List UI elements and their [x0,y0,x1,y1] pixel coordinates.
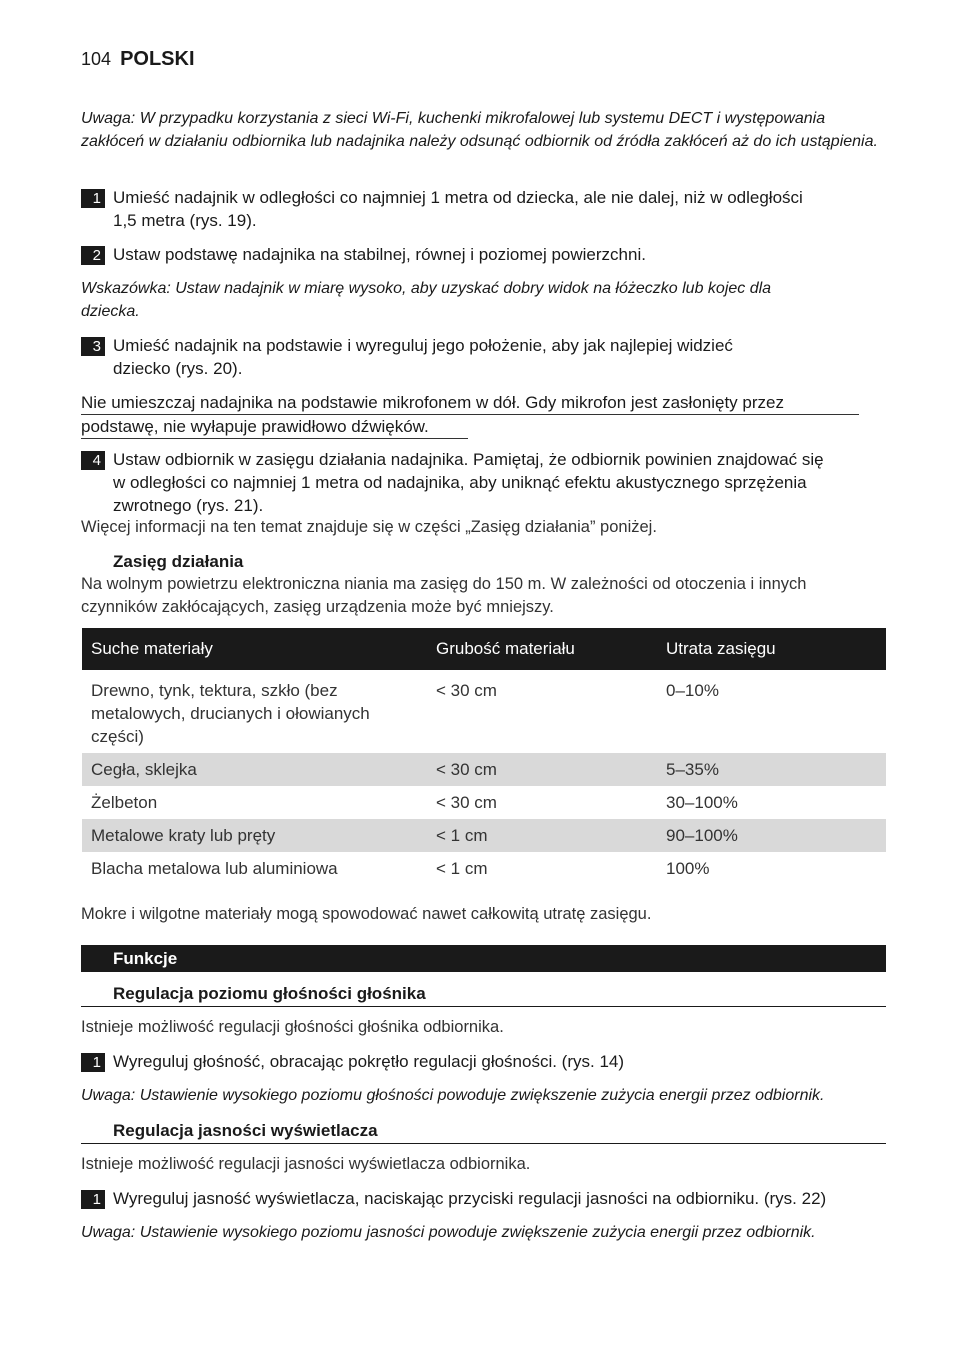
step-number: 2 [81,246,105,265]
volume-note: Uwaga: Ustawienie wysokiego poziomu głośności powoduje zwiększenie zużycia energii przez odbiornik. [81,1087,825,1104]
step-text-line: Umieść nadajnik na podstawie i wyreguluj jego położenie, aby jak najlepiej widzieć [113,336,733,355]
brightness-note: Uwaga: Ustawienie wysokiego poziomu jasności powoduje zwiększenie zużycia energii przez odbiornik. [81,1224,816,1241]
step-number: 1 [81,1053,105,1072]
table-row [82,819,886,852]
tip-line: Wskazówka: Ustaw nadajnik w miarę wysoko, aby uzyskać dobry widok na łóżeczko lub kojec dla [81,280,772,297]
step-text: Wyreguluj jasność wyświetlacza, naciskając przyciski regulacji jasności na odbiorniku. (rys. 22) [113,1189,827,1208]
brightness-intro: Istnieje możliwość regulacji jasności wyświetlacza odbiornika. [81,1155,531,1173]
range-intro [81,573,886,619]
step-text-line: Ustaw odbiornik w zasięgu działania nadajnika. Pamiętaj, że odbiornik powinien znajdować się [113,450,824,469]
warning-line: Nie umieszczaj nadajnika na podstawie mikrofonem w dół. Gdy mikrofon jest zasłonięty przez [81,391,859,415]
table-cell: < 30 cm [436,681,497,700]
subheading-volume: Regulacja poziomu głośności głośnika [81,982,886,1007]
step-text: Ustaw podstawę nadajnika na stabilnej, równej i poziomej powierzchni. [113,245,646,264]
table-header-row [82,628,886,670]
page-number: 104 [81,49,112,69]
column-header: Utrata zasięgu [657,628,886,670]
wet-materials-note: Mokre i wilgotne materiały mogą spowodować nawet całkowitą utratę zasięgu. [81,905,652,923]
table-row [82,753,886,786]
subheading-brightness: Regulacja jasności wyświetlacza [81,1119,886,1144]
table-cell: Cegła, sklejka [82,753,427,786]
table-cell: < 1 cm [427,819,657,852]
table-cell: Drewno, tynk, tektura, szkło (bez metalowych, drucianych i ołowianych części) [91,681,370,746]
range-table [82,628,886,885]
step-number: 3 [81,337,105,356]
table-row [82,786,886,819]
volume-intro: Istnieje możliwość regulacji głośności głośnika odbiornika. [81,1018,504,1036]
column-header: Grubość materiału [427,628,657,670]
range-intro-line: czynników zakłócających, zasięg urządzenia może być mniejszy. [81,598,554,616]
table-cell: < 1 cm [436,859,488,878]
tip-note [81,277,886,323]
table-row [82,852,886,885]
step-text [113,334,893,380]
step-text-line: dziecko (rys. 20). [113,359,243,378]
step-number: 4 [81,451,105,470]
range-heading: Zasięg działania [113,552,244,571]
range-intro-line: Na wolnym powietrzu elektroniczna niania ma zasięg do 150 m. W zależności od otoczenia i innych [81,575,807,593]
table-cell: < 30 cm [427,753,657,786]
table-cell: 90–100% [657,819,886,852]
table-cell: 5–35% [657,753,886,786]
table-cell: 100% [666,859,710,878]
column-header: Suche materiały [82,628,427,670]
table-cell: 30–100% [666,793,738,812]
step-text-line: 1,5 metra (rys. 19). [113,211,257,230]
note-wifi: Uwaga: W przypadku korzystania z sieci Wi-Fi, kuchenki mikrofalowej lub systemu DECT i występowania zakłóceń w działaniu odbiornika lub nadajnika należy odsunąć odbiornik od źródła zakłóceń aż do ich ustąpienia. [81,110,878,150]
step-text-line: zwrotnego (rys. 21). [113,496,264,515]
more-info-text: Więcej informacji na ten temat znajduje się w części „Zasięg działania” poniżej. [81,518,657,536]
table-cell: 0–10% [666,681,719,700]
language-title: POLSKI [120,48,195,70]
table-cell: Blacha metalowa lub aluminiowa [91,859,338,878]
warning-line: podstawę, nie wyłapuje prawidłowo dźwięków. [81,415,468,439]
step-text: Wyreguluj głośność, obracając pokrętło regulacji głośności. (rys. 14) [113,1052,625,1071]
tip-line: dziecka. [81,303,140,320]
table-row [82,670,886,753]
step-text [113,186,893,232]
table-cell: Metalowe kraty lub pręty [82,819,427,852]
warning-note [81,391,886,439]
section-bar-functions: Funkcje [81,945,886,972]
step-number: 1 [81,189,105,208]
range-table-wrapper [82,628,886,885]
step-text-line: w odległości co najmniej 1 metra od nadajnika, aby uniknąć efektu akustycznego sprzężenia [113,473,807,492]
table-cell: < 30 cm [436,793,497,812]
table-cell: Żelbeton [91,793,158,812]
step-text [113,448,893,517]
step-text-line: Umieść nadajnik w odległości co najmniej 1 metra od dziecka, ale nie dalej, niż w odległości [113,188,803,207]
page-header [81,48,195,71]
step-number: 1 [81,1190,105,1209]
